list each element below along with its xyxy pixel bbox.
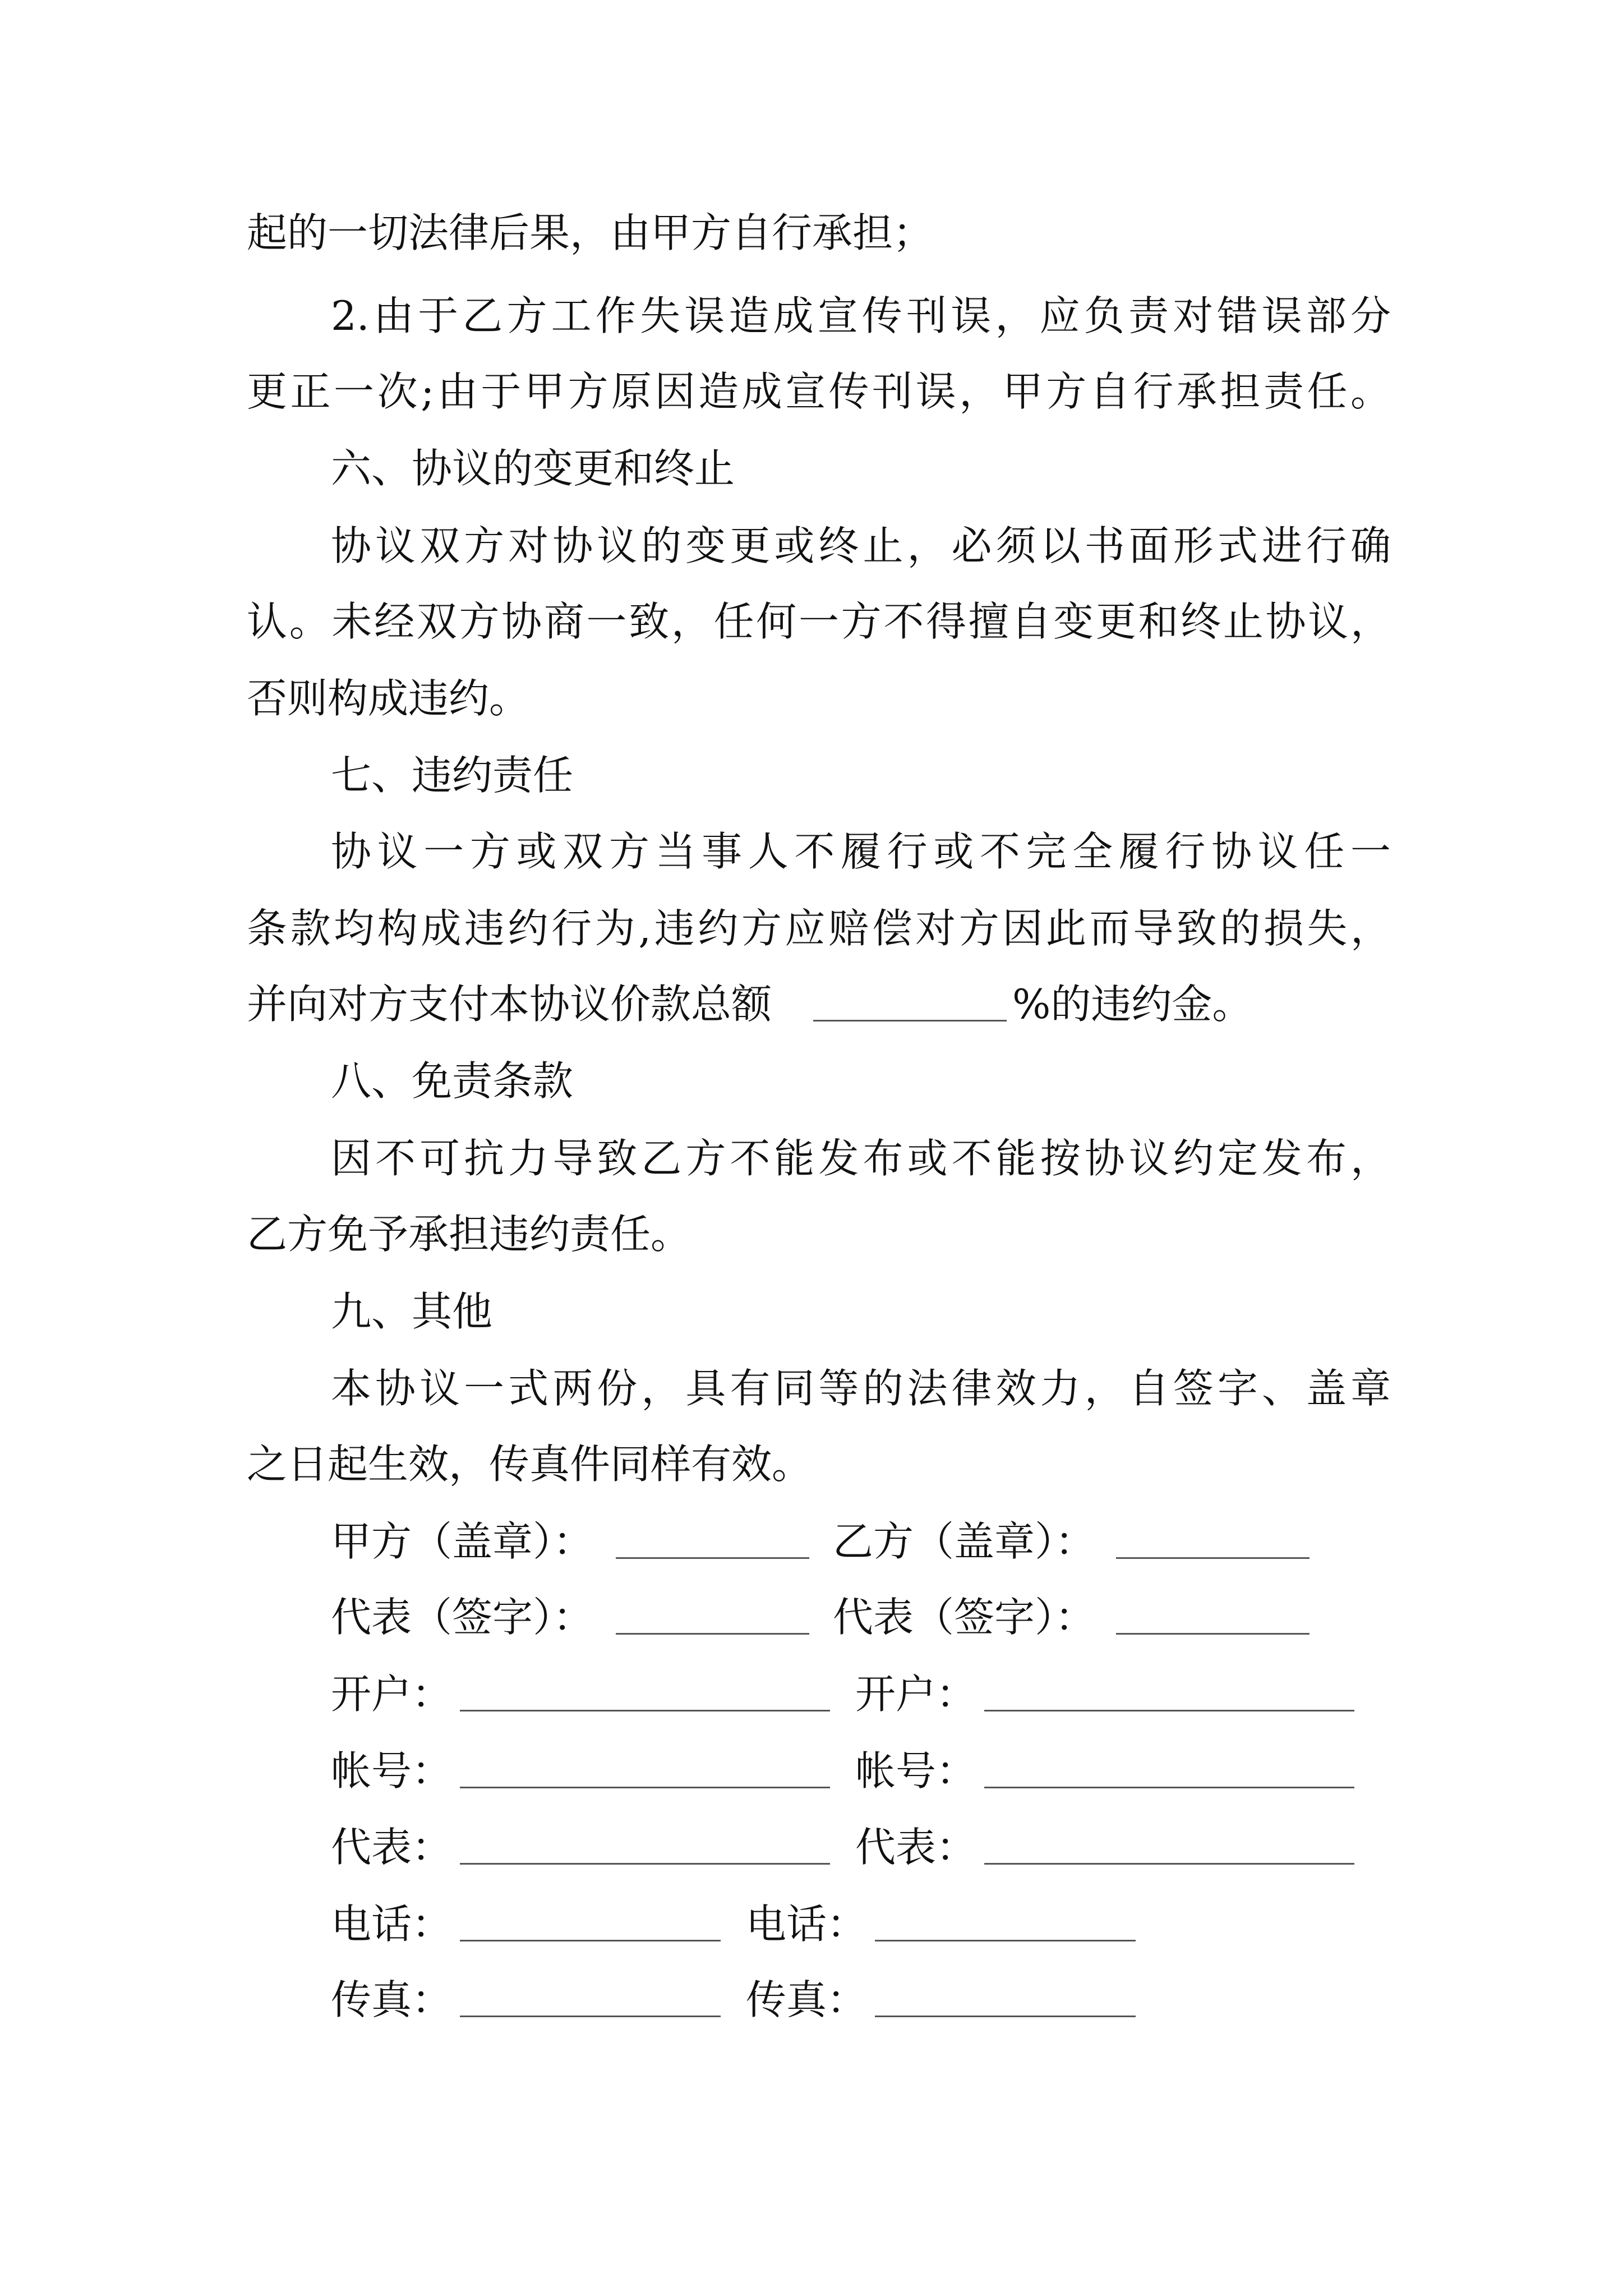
paragraph-line	[0, 1209, 1623, 1259]
section-heading	[0, 1286, 1623, 1337]
penalty-percent-blank[interactable]	[813, 1020, 1007, 1022]
clause-continuation: 起的一切法律后果，由甲方自行承担；	[247, 209, 934, 256]
paragraph-line	[0, 208, 1623, 258]
section-8-line-2: 乙方免予承担违约责任。	[247, 1211, 691, 1258]
paragraph-line	[0, 1363, 1623, 1414]
section-7-line-2: 条款均构成违约行为,违约方应赔偿对方因此而导致的损失，	[247, 905, 1391, 952]
party-a-fax-blank[interactable]	[460, 2016, 721, 2017]
party-b-bank-blank[interactable]	[984, 1710, 1354, 1711]
paragraph-line	[0, 291, 1623, 341]
party-b-rep-sign-blank[interactable]	[1116, 1633, 1310, 1635]
heading-7: 七、违约责任	[331, 752, 574, 799]
section-7-line-3-suffix: %的违约金。	[1012, 981, 1253, 1028]
signature-row-rep	[0, 1822, 1623, 1872]
party-a-rep-sign-blank[interactable]	[616, 1633, 809, 1635]
party-a-account-label: 帐号：	[331, 1747, 453, 1795]
party-b-phone-blank[interactable]	[875, 1940, 1136, 1941]
paragraph-line	[0, 673, 1623, 724]
paragraph-line	[0, 1133, 1623, 1184]
party-b-fax-blank[interactable]	[875, 2016, 1136, 2017]
clause-2-line-1: 2.由于乙方工作失误造成宣传刊误，应负责对错误部分	[331, 292, 1391, 339]
party-a-seal-label: 甲方（盖章）：	[331, 1518, 594, 1565]
signature-row-seal	[0, 1516, 1623, 1567]
party-b-fax-label: 传真：	[746, 1976, 868, 2023]
party-a-rep-blank[interactable]	[460, 1863, 830, 1865]
signature-row-rep-sign	[0, 1592, 1623, 1642]
party-a-account-blank[interactable]	[460, 1787, 830, 1788]
party-b-phone-label: 电话：	[746, 1901, 868, 1948]
section-heading	[0, 443, 1623, 494]
party-a-rep-sign-label: 代表（签字）：	[331, 1594, 594, 1641]
paragraph-line	[0, 521, 1623, 571]
party-b-rep-sign-label: 代表（签字）：	[833, 1594, 1096, 1641]
party-b-rep-blank[interactable]	[984, 1863, 1354, 1865]
party-a-phone-label: 电话：	[331, 1901, 453, 1948]
section-6-line-1: 协议双方对协议的变更或终止，必须以书面形式进行确	[331, 522, 1391, 569]
signature-row-account	[0, 1746, 1623, 1796]
party-b-account-label: 帐号：	[855, 1747, 977, 1795]
party-a-fax-label: 传真：	[331, 1976, 453, 2023]
paragraph-line	[0, 979, 1623, 1029]
heading-9: 九、其他	[331, 1288, 493, 1335]
section-9-line-2: 之日起生效，传真件同样有效。	[247, 1441, 813, 1488]
party-a-seal-blank[interactable]	[616, 1557, 809, 1559]
section-6-line-3: 否则构成违约。	[247, 675, 530, 722]
party-b-bank-label: 开户：	[855, 1671, 977, 1718]
paragraph-line	[0, 596, 1623, 647]
signature-row-phone	[0, 1899, 1623, 1949]
section-7-line-1: 协议一方或双方当事人不履行或不完全履行协议任一	[331, 828, 1391, 875]
paragraph-line	[0, 366, 1623, 417]
party-b-seal-label: 乙方（盖章）：	[833, 1518, 1096, 1565]
section-8-line-1: 因不可抗力导致乙方不能发布或不能按协议约定发布，	[331, 1135, 1391, 1182]
heading-6: 六、协议的变更和终止	[331, 445, 735, 492]
heading-8: 八、免责条款	[331, 1057, 574, 1105]
section-7-line-3-prefix: 并向对方支付本协议价款总额	[247, 981, 772, 1028]
party-a-bank-blank[interactable]	[460, 1710, 830, 1711]
section-heading	[0, 750, 1623, 800]
party-a-phone-blank[interactable]	[460, 1940, 721, 1941]
party-b-account-blank[interactable]	[984, 1787, 1354, 1788]
section-6-line-2: 认。未经双方协商一致，任何一方不得擅自变更和终止协议，	[247, 598, 1391, 645]
party-b-seal-blank[interactable]	[1116, 1557, 1310, 1559]
party-a-bank-label: 开户：	[331, 1671, 453, 1718]
signature-row-bank	[0, 1669, 1623, 1719]
paragraph-line	[0, 826, 1623, 877]
party-b-rep-label: 代表：	[855, 1824, 977, 1871]
paragraph-line	[0, 903, 1623, 954]
party-a-rep-label: 代表：	[331, 1824, 453, 1871]
signature-row-fax	[0, 1975, 1623, 2025]
section-heading	[0, 1056, 1623, 1106]
section-9-line-1: 本协议一式两份，具有同等的法律效力，自签字、盖章	[331, 1365, 1391, 1412]
paragraph-line	[0, 1439, 1623, 1489]
clause-2-line-2: 更正一次;由于甲方原因造成宣传刊误，甲方自行承担责任。	[247, 368, 1391, 415]
